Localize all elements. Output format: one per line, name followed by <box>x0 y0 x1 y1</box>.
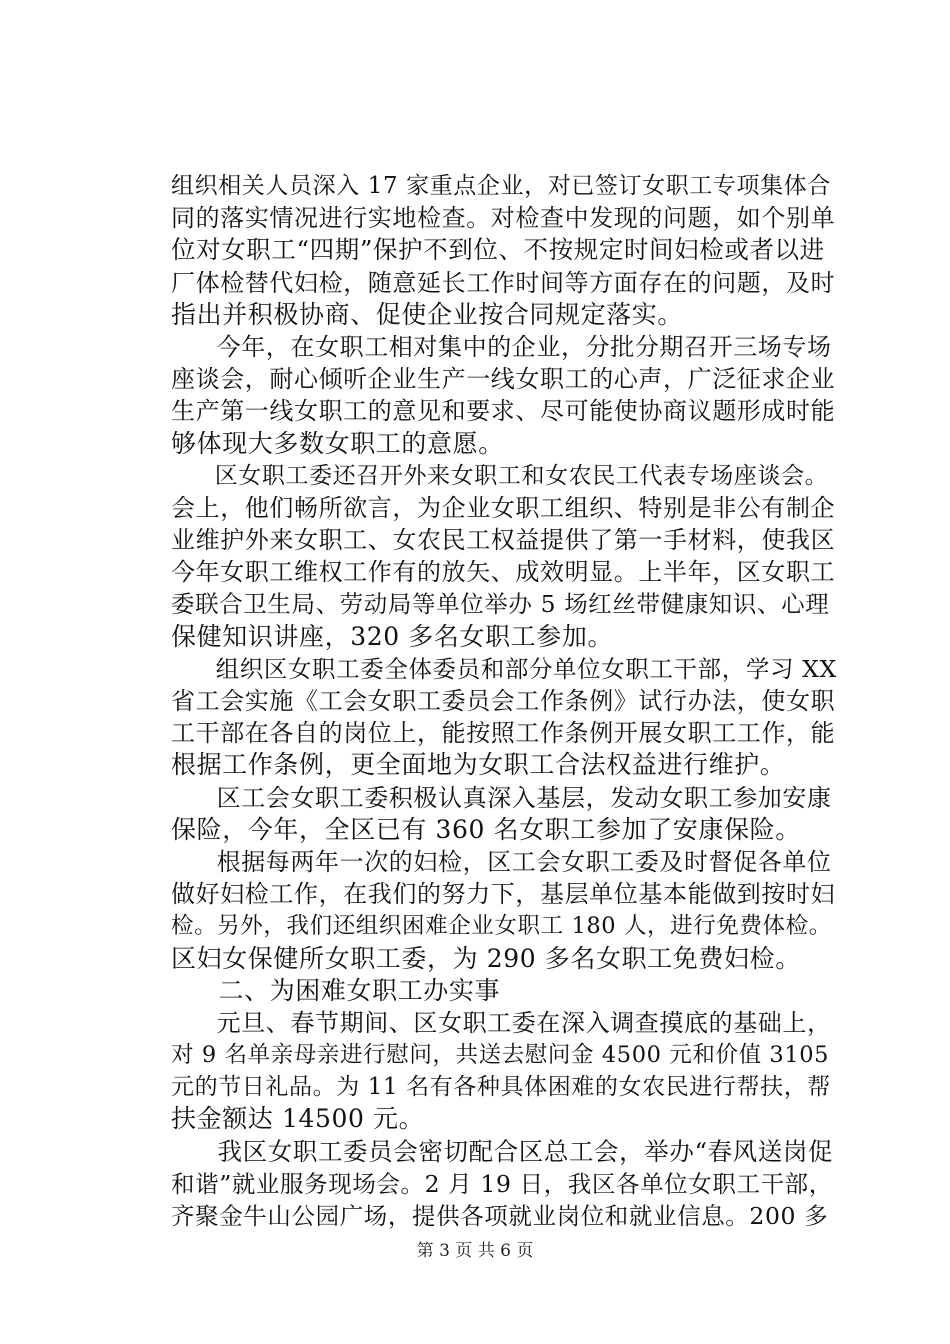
text-line: 保险，今年，全区已有 360 名女职工参加了安康保险。 <box>171 814 801 844</box>
text-line: 组织区女职工委全体委员和部分单位女职工干部，学习 XX <box>215 654 837 683</box>
text-line: 会上，他们畅所欲言，为企业女职工组织、特别是非公有制企 <box>171 493 836 522</box>
text-line: 组织相关人员深入 17 家重点企业，对已签订女职工专项集体合 <box>171 173 831 199</box>
text-line: 齐聚金牛山公园广场，提供各项就业岗位和就业信息。200 多 <box>171 1202 829 1230</box>
text-line: 区女职工委还召开外来女职工和女农民工代表专场座谈会。 <box>214 462 829 489</box>
text-line: 工干部在各自的岗位上，能按照工作条例开展女职工工作，能 <box>171 719 836 748</box>
text-line: 今年，在女职工相对集中的企业，分批分期召开三场专场 <box>216 332 832 361</box>
text-line: 扶金额达 14500 元。 <box>171 1104 425 1134</box>
text-line: 位对女职工“四期”保护不到位、不按规定时间妇检或者以进 <box>171 235 825 265</box>
text-line: 厂体检替代妇检，随意延长工作时间等方面存在的问题，及时 <box>171 268 836 297</box>
text-line: 检。另外，我们还组织困难企业女职工 180 人，进行免费体检。 <box>171 913 832 940</box>
text-line: 保健知识讲座，320 多名女职工参加。 <box>171 621 614 651</box>
text-line: 座谈会，耐心倾听企业生产一线女职工的心声，广泛征求企业 <box>171 365 836 394</box>
text-line: 我区女职工委员会密切配合区总工会，举办“春风送岗促 <box>217 1136 834 1166</box>
text-line: 同的落实情况进行实地检查。对检查中发现的问题，如个别单 <box>171 204 836 233</box>
text-line: 二、为困难女职工办实事 <box>218 975 501 1005</box>
text-line: 根据每两年一次的妇检，区工会女职工委及时督促各单位 <box>216 847 832 876</box>
text-line: 委联合卫生局、劳动局等单位举办 5 场红丝带健康知识、心理 <box>171 590 830 619</box>
text-line: 根据工作条例，更全面地为女职工合法权益进行维护。 <box>171 750 786 780</box>
text-line: 够体现大多数女职工的意愿。 <box>171 428 504 458</box>
text-line: 元旦、春节期间、区女职工委在深入调查摸底的基础上， <box>216 1008 832 1037</box>
text-line: 省工会实施《工会女职工委员会工作条例》试行办法，使女职 <box>171 687 836 715</box>
text-line: 生产第一线女职工的意见和要求、尽可能使协商议题形成时能 <box>171 397 836 426</box>
text-line: 和谐”就业服务现场会。2 月 19 日，我区各单位女职工干部， <box>171 1169 833 1198</box>
text-line: 对 9 名单亲母亲进行慰问，共送去慰问金 4500 元和价值 3105 <box>171 1042 830 1069</box>
text-line: 元的节日礼品。为 11 名有各种具体困难的女农民进行帮扶，帮 <box>171 1074 831 1101</box>
text-line: 区妇女保健所女职工委，为 290 多名女职工免费妇检。 <box>171 943 801 973</box>
page-footer: 第 3 页 共 6 页 <box>416 1241 534 1261</box>
body-text <box>171 170 837 1232</box>
text-line: 业维护外来女职工、女农民工权益提供了第一手材料，使我区 <box>171 526 836 555</box>
text-line: 做好妇检工作，在我们的努力下，基层单位基本能做到按时妇 <box>171 880 836 909</box>
text-line: 区工会女职工委积极认真深入基层，发动女职工参加安康 <box>216 783 832 812</box>
text-line: 今年女职工维权工作有的放矢、成效明显。上半年，区女职工 <box>171 558 836 587</box>
text-line: 指出并积极协商、促使企业按合同规定落实。 <box>171 299 684 329</box>
